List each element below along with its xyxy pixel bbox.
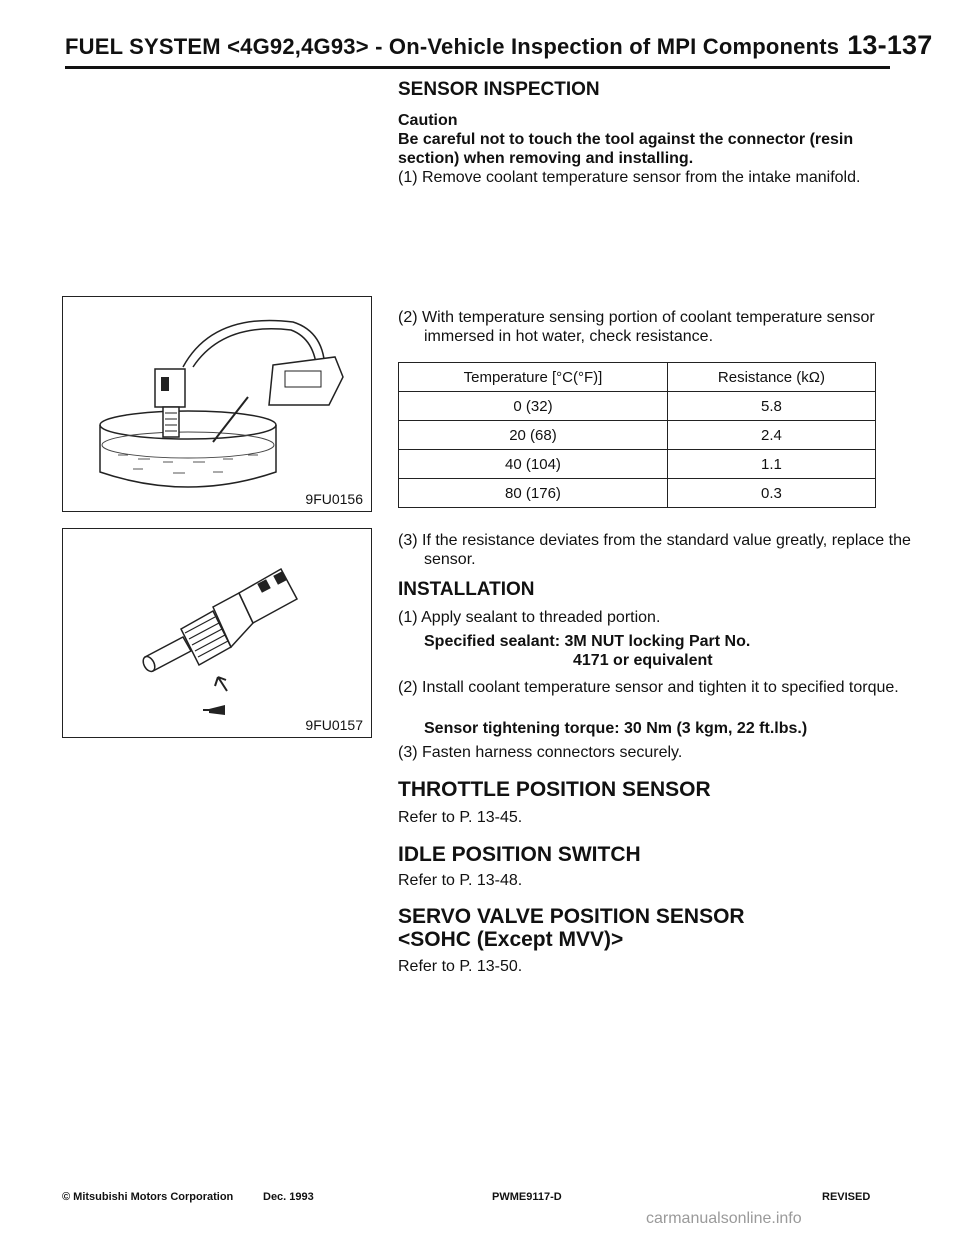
figure-code: 9FU0157: [305, 717, 363, 733]
section-ref-idle-position-switch: Refer to P. 13-48.: [398, 872, 523, 889]
inspection-step-1: (1) Remove coolant temperature sensor from the intake manifold.: [398, 169, 861, 186]
section-heading-servo-valve-qualifier: <SOHC (Except MVV)>: [398, 928, 624, 951]
table-cell-resistance: 1.1: [667, 450, 875, 479]
column-header-temperature: Temperature [°C(°F)]: [399, 363, 668, 392]
page-number: 13-137: [847, 30, 933, 60]
section-heading-servo-valve-position-sensor: SERVO VALVE POSITION SENSOR: [398, 905, 745, 928]
section-heading-sensor-inspection: SENSOR INSPECTION: [398, 79, 600, 100]
footer-date: Dec. 1993: [263, 1191, 314, 1203]
installation-step-2: (2) Install coolant temperature sensor and tighten it to specified torque.: [398, 679, 899, 696]
inspection-step-3: (3) If the resistance deviates from the standard value greatly, replace the sensor.: [398, 532, 911, 568]
table-cell-resistance: 0.3: [667, 479, 875, 508]
table-row: [399, 392, 876, 421]
table-cell-temperature: 80 (176): [399, 479, 668, 508]
sensor-sealant-illustration: [63, 529, 371, 737]
column-header-resistance: Resistance (kΩ): [667, 363, 875, 392]
sensor-in-water-illustration: [63, 297, 371, 511]
table-row: [399, 450, 876, 479]
resistance-table: [398, 362, 876, 508]
table-cell-resistance: 2.4: [667, 421, 875, 450]
torque-spec: Sensor tightening torque: 30 Nm (3 kgm, 22 ft.lbs.): [424, 720, 808, 737]
sealant-label: Specified sealant:: [424, 633, 561, 650]
table-row: [399, 479, 876, 508]
sealant-value-1: 3M NUT locking Part No.: [564, 633, 751, 650]
table-cell-temperature: 0 (32): [399, 392, 668, 421]
section-ref-servo-valve-position-sensor: Refer to P. 13-50.: [398, 958, 523, 975]
watermark: carmanualsonline.info: [646, 1210, 802, 1227]
figure-sensor-in-water: [62, 296, 372, 512]
table-header-row: [399, 363, 876, 392]
header-rule: [65, 66, 890, 69]
section-heading-idle-position-switch: IDLE POSITION SWITCH: [398, 843, 641, 866]
footer-status: REVISED: [822, 1191, 871, 1203]
footer-doc-code: PWME9117-D: [492, 1191, 562, 1203]
figure-sensor-sealant: [62, 528, 372, 738]
section-ref-throttle-position-sensor: Refer to P. 13-45.: [398, 809, 523, 826]
header-title-line: [65, 30, 933, 61]
page-header: [65, 30, 933, 61]
section-heading-throttle-position-sensor: THROTTLE POSITION SENSOR: [398, 778, 711, 801]
sealant-spec: [398, 632, 916, 651]
figure-code: 9FU0156: [305, 491, 363, 507]
caution-label: Caution: [398, 112, 458, 129]
installation-step-1: (1) Apply sealant to threaded portion.: [398, 609, 661, 626]
caution-text: Be careful not to touch the tool against the connector (resin section) when removing and installing.: [398, 131, 854, 167]
sealant-value-2: 4171 or equivalent: [573, 652, 713, 669]
section-heading-installation: INSTALLATION: [398, 579, 535, 600]
table-cell-temperature: 40 (104): [399, 450, 668, 479]
footer-copyright: © Mitsubishi Motors Corporation: [62, 1191, 234, 1203]
installation-step-3: (3) Fasten harness connectors securely.: [398, 744, 683, 761]
inspection-step-2: (2) With temperature sensing portion of coolant temperature sensor immersed in hot water, check resistance.: [398, 309, 875, 345]
table-cell-temperature: 20 (68): [399, 421, 668, 450]
table-row: [399, 421, 876, 450]
header-title: FUEL SYSTEM <4G92,4G93> - On-Vehicle Inspection of MPI Components: [65, 34, 840, 59]
table-cell-resistance: 5.8: [667, 392, 875, 421]
